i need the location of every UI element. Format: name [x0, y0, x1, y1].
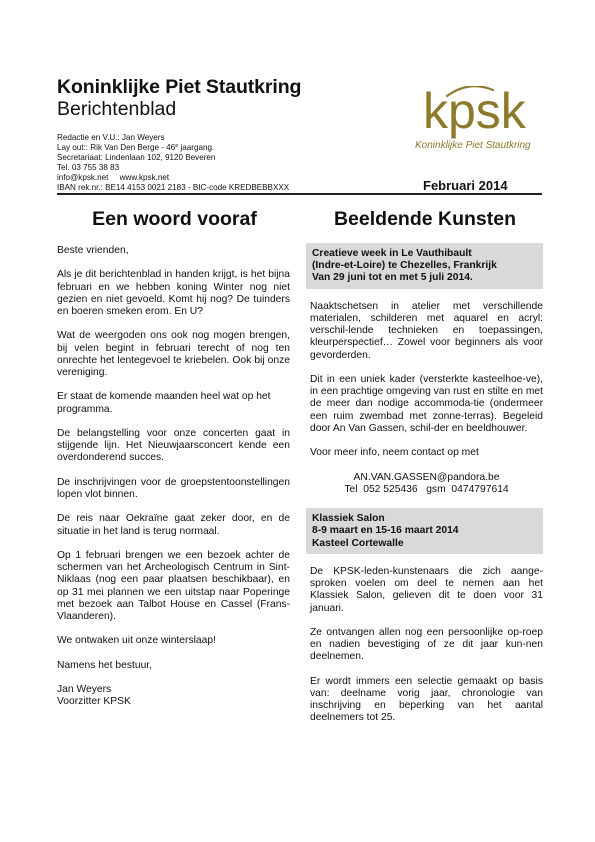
header-divider: [57, 193, 542, 195]
creative-week-description: Naaktschetsen in atelier met verschillende materialen, schilderen met aquarel en acryl: verschil-lende technieken en toepassingen, kleurperspectief… Zowel voor beginners als voor gevorderden.: [310, 300, 543, 361]
imprint-editor: Redactie en V.U.: Jan Weyers: [57, 133, 165, 142]
contact-details: [310, 472, 543, 496]
event-box-line: Kasteel Cortewalle: [312, 537, 404, 549]
newsletter-subtitle: Berichtenblad: [57, 98, 177, 120]
salon-participation: De KPSK-leden-kunstenaars die zich aange-sproken voelen om deel te nemen aan het Klassiek Salon, gelieven dit te doen voor 31 januari.: [310, 565, 543, 614]
imprint-block: [57, 133, 357, 194]
salon-invitation: Ze ontvangen allen nog een persoonlijke op-roep en nadien bevestiging of ze dit jaar kun-nen deelnemen.: [310, 626, 543, 663]
paragraph-9: Namens het bestuur,: [57, 659, 153, 671]
paragraph-2: Wat de weergoden ons ook nog mogen brengen, bij velen begint in februari terecht of nog ten onrechte het lentegevoel te kriebelen. Ook bij onze vereniging.: [57, 330, 290, 378]
event-box-line: 8-9 maart en 15-16 maart 2014: [312, 525, 459, 537]
event-box-line: (Indre-et-Loire) te Chezelles, Frankrijk: [312, 260, 497, 272]
logo-tagline: Koninklijke Piet Stautkring: [415, 140, 531, 151]
paragraph-7: Op 1 februari brengen we een bezoek achter de schermen van het Archeologisch Centrum in Sint-Niklaas (nog een paar plaatsen beschikbaar), en op 31 mei plannen we een uitstap naar Poperinge met bezoek aan Talbot House en Cassel (Frans-Vlaanderen).: [57, 549, 290, 622]
paragraph-3: Er staat de komende maanden heel wat op het programma.: [57, 391, 271, 415]
contact-email: AN.VAN.GASSEN@pandora.be: [353, 471, 500, 483]
right-column-heading: Beeldende Kunsten: [333, 208, 517, 230]
logo-wordmark: kpsk: [423, 83, 526, 139]
left-column: [57, 245, 290, 709]
issue-date: Februari 2014: [423, 178, 508, 193]
left-column-heading: Een woord vooraf: [92, 208, 257, 230]
paragraph-8: We ontwaken uit onze winterslaap!: [57, 635, 216, 647]
imprint-layout: [57, 143, 357, 153]
imprint-bank: IBAN rek.nr.: BE14 4153 0021 2183 - BIC-code KREDBEBBXXX: [57, 183, 290, 193]
imprint-layout-text: Lay out:: Rik Van Den Berge - 46: [57, 143, 176, 153]
event-box-line: Creatieve week in Le Vauthibault: [312, 248, 472, 259]
event-box-creative-week: [306, 243, 543, 289]
event-box-line: Klassiek Salon: [312, 513, 385, 525]
imprint-layout-sup: e: [175, 143, 179, 150]
right-column: [310, 243, 543, 737]
paragraph-1: Als je dit berichtenblad in handen krijgt, is het bijna februari en we hebben koning Winter nog niet gezien en niet gevoeld. Komt hij nog? De tuinders en boeren smeken erom. En U?: [57, 269, 290, 317]
creative-week-setting: Dit in een uniek kader (versterkte kasteelhoe-ve), in een prachtige omgeving van rust en stilte en met de meer dan nodige accommoda-tie (ondermeer een ruim zwembad met zonne-terras). Begeleid door An Van Gassen, schil-der en beeldhouwer.: [310, 374, 543, 434]
event-box-klassiek-salon: [306, 508, 543, 554]
paragraph-5: De inschrijvingen voor de groepstentoonstellingen lopen vlot binnen.: [57, 476, 290, 500]
signature-role: Voorzitter KPSK: [57, 696, 131, 708]
salon-selection: Er wordt immers een selectie gemaakt op basis van: deelname vorig jaar, chronologie van inschrijving en beperking van het aantal deelnemers tot 25.: [310, 675, 543, 724]
signature-name: Jan Weyers: [57, 684, 112, 696]
imprint-layout-suffix: jaargang.: [178, 143, 215, 153]
kpsk-logo: [407, 83, 542, 156]
greeting: Beste vrienden,: [57, 245, 129, 256]
imprint-phone: Tel. 03 755 38 83: [57, 163, 120, 173]
contact-phone: Tel 052 525436 gsm 0474797614: [344, 483, 509, 495]
event-box-line: Van 29 juni tot en met 5 juli 2014.: [312, 272, 473, 284]
imprint-email-web: info@kpsk.net www.kpsk.net: [57, 173, 170, 183]
newsletter-title: Koninklijke Piet Stautkring: [57, 76, 302, 98]
paragraph-6: De reis naar Oekraïne gaat zeker door, en de situatie in het land is terug normaal.: [57, 513, 290, 537]
imprint-secretariat: Secretariaat: Lindenlaan 102, 9120 Beveren: [57, 153, 216, 163]
contact-intro: Voor meer info, neem contact op met: [310, 447, 479, 459]
paragraph-4: De belangstelling voor onze concerten gaat in stijgende lijn. Het Nieuwjaarsconcert kende een overdonderend succes.: [57, 427, 290, 464]
